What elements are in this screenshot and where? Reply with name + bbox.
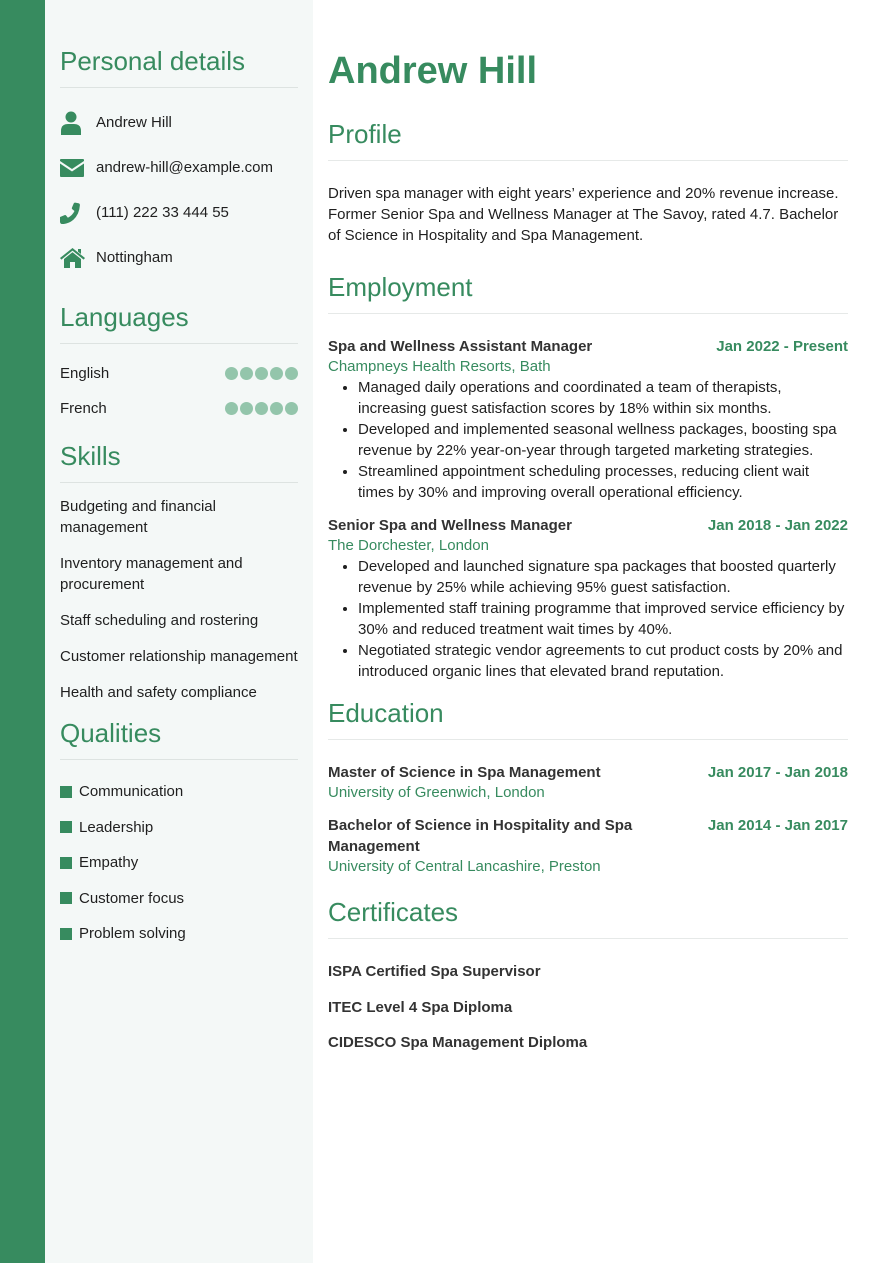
contact-text[interactable]: andrew-hill@example.com bbox=[96, 159, 273, 176]
institution: University of Central Lancashire, Preston bbox=[328, 858, 601, 875]
certificate-item: ISPA Certified Spa Supervisor bbox=[328, 963, 541, 980]
achievement-item: • Streamlined appointment scheduling processes, reducing client wait times by 30% and improving overall operational efficiency. bbox=[358, 461, 848, 503]
language-list bbox=[60, 356, 298, 426]
square-bullet-icon bbox=[60, 857, 72, 869]
job-title: Senior Spa and Wellness Manager bbox=[328, 517, 572, 534]
contact-text: (111) 222 33 444 55 bbox=[96, 204, 229, 221]
contact-list bbox=[60, 100, 298, 280]
certificate-item: CIDESCO Spa Management Diploma bbox=[328, 1034, 588, 1051]
contact-text: Nottingham bbox=[96, 249, 173, 266]
level-dot-filled bbox=[285, 367, 298, 380]
profile-text: Driven spa manager with eight years’ experience and 20% revenue increase. Former Senior Spa and Wellness Manager at The Savoy, rated 4.7. Bachelor of Science in Hospitality and Spa Management. bbox=[328, 185, 839, 244]
employment-entry bbox=[328, 336, 848, 503]
square-bullet-icon bbox=[60, 786, 72, 798]
quality-item bbox=[60, 845, 298, 881]
education-entry bbox=[328, 815, 848, 877]
skill-item: Budgeting and financial management bbox=[60, 498, 216, 536]
language-name: English bbox=[60, 365, 110, 382]
skill-item: Inventory management and procurement bbox=[60, 555, 243, 593]
certificates-section bbox=[328, 897, 848, 1053]
degree-title: Bachelor of Science in Hospitality and Spa Management bbox=[328, 817, 633, 855]
section-heading: Languages bbox=[60, 302, 298, 344]
level-dot-filled bbox=[270, 402, 283, 415]
skills-section bbox=[60, 441, 298, 703]
skill-item: Customer relationship management bbox=[60, 648, 298, 665]
achievement-list bbox=[328, 377, 848, 503]
achievement-item: • Negotiated strategic vendor agreements to cut product costs by 20% and introduced organic lines that elevated brand reputation. bbox=[358, 640, 848, 682]
personal-details-section bbox=[60, 46, 298, 280]
level-dot-filled bbox=[255, 367, 268, 380]
skill-item: Staff scheduling and rostering bbox=[60, 612, 259, 629]
level-dot-filled bbox=[240, 367, 253, 380]
education-entry bbox=[328, 762, 848, 803]
contact-email bbox=[60, 145, 298, 190]
language-name: French bbox=[60, 400, 107, 417]
section-heading: Profile bbox=[328, 119, 848, 161]
section-heading: Personal details bbox=[60, 46, 298, 88]
skill-list bbox=[60, 496, 298, 703]
level-dot-filled bbox=[270, 367, 283, 380]
language-level-rating bbox=[225, 367, 298, 380]
certificate-item: ITEC Level 4 Spa Diploma bbox=[328, 998, 513, 1016]
quality-item bbox=[60, 810, 298, 846]
employer: The Dorchester, London bbox=[328, 537, 489, 554]
quality-text: Leadership bbox=[79, 818, 154, 836]
section-heading: Employment bbox=[328, 272, 848, 314]
phone-icon bbox=[60, 201, 96, 225]
job-date: Jan 2022 - Present bbox=[716, 338, 848, 355]
certificate-list bbox=[328, 961, 848, 1053]
square-bullet-icon bbox=[60, 821, 72, 833]
profile-section bbox=[328, 119, 848, 246]
sidebar bbox=[45, 0, 313, 1263]
section-heading: Qualities bbox=[60, 718, 298, 760]
achievement-item: • Managed daily operations and coordinated a team of therapists, increasing guest satisfaction scores by 18% within six months. bbox=[358, 377, 848, 419]
achievement-item: • Implemented staff training programme that improved service efficiency by 30% and reduced treatment wait times by 40%. bbox=[358, 598, 848, 640]
level-dot-filled bbox=[225, 367, 238, 380]
contact-name bbox=[60, 100, 298, 145]
quality-item bbox=[60, 774, 298, 810]
achievement-item: • Developed and implemented seasonal wellness packages, boosting spa revenue by 22% year-on-year through targeted marketing strategies. bbox=[358, 419, 848, 461]
quality-text: Problem solving bbox=[79, 925, 186, 943]
achievement-item: • Developed and launched signature spa packages that boosted quarterly revenue by 25% while achieving 95% guest satisfaction. bbox=[358, 556, 848, 598]
education-section bbox=[328, 698, 848, 877]
language-item bbox=[60, 356, 298, 391]
quality-text: Empathy bbox=[79, 854, 139, 872]
level-dot-filled bbox=[285, 402, 298, 415]
section-heading: Certificates bbox=[328, 897, 848, 939]
quality-item bbox=[60, 881, 298, 917]
square-bullet-icon bbox=[60, 892, 72, 904]
contact-text: Andrew Hill bbox=[96, 114, 172, 131]
home-icon bbox=[60, 246, 96, 270]
square-bullet-icon bbox=[60, 928, 72, 940]
skill-item: Health and safety compliance bbox=[60, 684, 257, 701]
quality-text: Customer focus bbox=[79, 889, 185, 907]
contact-phone bbox=[60, 190, 298, 235]
envelope-icon bbox=[60, 156, 96, 180]
institution: University of Greenwich, London bbox=[328, 784, 545, 801]
level-dot-filled bbox=[255, 402, 268, 415]
qualities-section bbox=[60, 718, 298, 952]
section-heading: Education bbox=[328, 698, 848, 740]
candidate-name: Andrew Hill bbox=[328, 50, 538, 92]
job-date: Jan 2018 - Jan 2022 bbox=[707, 517, 848, 534]
education-date: Jan 2017 - Jan 2018 bbox=[707, 764, 848, 781]
language-item bbox=[60, 391, 298, 426]
level-dot-filled bbox=[240, 402, 253, 415]
section-heading: Skills bbox=[60, 441, 298, 483]
achievement-list bbox=[328, 556, 848, 682]
degree-title: Master of Science in Spa Management bbox=[328, 764, 601, 781]
user-icon bbox=[60, 111, 96, 135]
quality-text: Communication bbox=[79, 783, 184, 801]
contact-location bbox=[60, 235, 298, 280]
employer: Champneys Health Resorts, Bath bbox=[328, 358, 551, 375]
main-content bbox=[328, 0, 848, 1068]
accent-bar bbox=[0, 0, 45, 1263]
language-level-rating bbox=[225, 402, 298, 415]
quality-item bbox=[60, 916, 298, 952]
employment-entry bbox=[328, 515, 848, 682]
quality-list bbox=[60, 774, 298, 952]
job-title: Spa and Wellness Assistant Manager bbox=[328, 338, 593, 355]
employment-section bbox=[328, 272, 848, 682]
level-dot-filled bbox=[225, 402, 238, 415]
languages-section bbox=[60, 302, 298, 426]
education-date: Jan 2014 - Jan 2017 bbox=[707, 817, 848, 834]
